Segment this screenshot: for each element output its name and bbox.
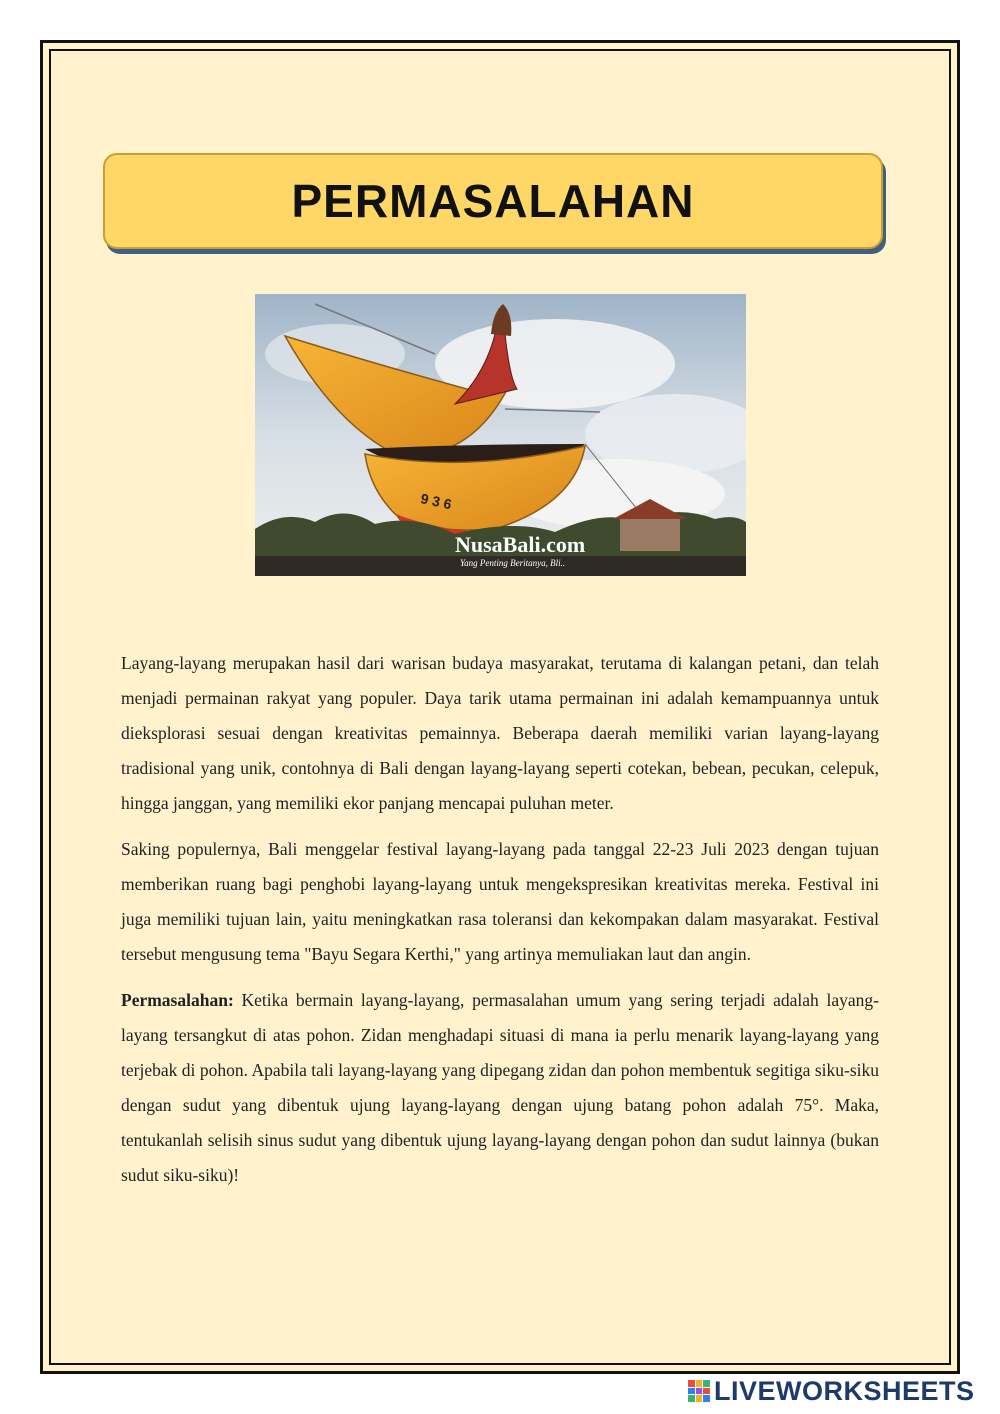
title-banner (103, 153, 883, 249)
paragraph-intro: Layang-layang merupakan hasil dari warisan budaya masyarakat, terutama di kalangan petani, dan telah menjadi permainan rakyat yang populer. Daya tarik utama permainan ini adalah kemampuannya untuk dieksplorasi sesuai dengan kreativitas pemainnya. Beberapa daerah memiliki varian layang-layang tradisional yang unik, contohnya di Bali dengan layang-layang seperti cotekan, bebean, pecukan, celepuk, hingga janggan, yang memiliki ekor panjang mencapai puluhan meter. (121, 653, 879, 813)
paragraph-problem (121, 983, 879, 1193)
watermark-text: NusaBali.com (455, 532, 586, 557)
kite-number: 9 3 6 (419, 490, 454, 513)
kite-photo (255, 294, 746, 576)
paragraph-festival: Saking populernya, Bali menggelar festival layang-layang pada tanggal 22-23 Juli 2023 dengan tujuan memberikan ruang bagi penghobi layang-layang untuk mengekspresikan kreativitas mereka. Festival ini juga memiliki tujuan lain, yaitu meningkatkan rasa toleransi dan kekompakan dalam masyarakat. Festival tersebut mengusung tema "Bayu Segara Kerthi," yang artinya memuliakan laut dan angin. (121, 839, 879, 964)
liveworksheets-grid-icon (688, 1380, 710, 1402)
liveworksheets-logo[interactable] (688, 1376, 975, 1406)
problem-text: Ketika bermain layang-layang, permasalahan umum yang sering terjadi adalah layang-layang tersangkut di atas pohon. Zidan menghadapi situasi di mana ia perlu menarik layang-layang yang terjebak di pohon. Apabila tali layang-layang yang dipegang zidan dan pohon membentuk segitiga siku-siku dengan sudut yang dibentuk ujung layang-layang dengan ujung batang pohon adalah 75°. Maka, tentukanlah selisih sinus sudut yang dibentuk ujung layang-layang dengan pohon dan sudut lainnya (bukan sudut siku-siku)! (121, 990, 879, 1185)
watermark-tagline: Yang Penting Beritanya, Bli.. (460, 558, 566, 568)
problem-label: Permasalahan: (121, 990, 234, 1010)
logo-text: LIVEWORKSHEETS (714, 1375, 975, 1406)
body-text (121, 646, 879, 1204)
page-title: PERMASALAHAN (291, 175, 695, 227)
building (620, 516, 680, 551)
